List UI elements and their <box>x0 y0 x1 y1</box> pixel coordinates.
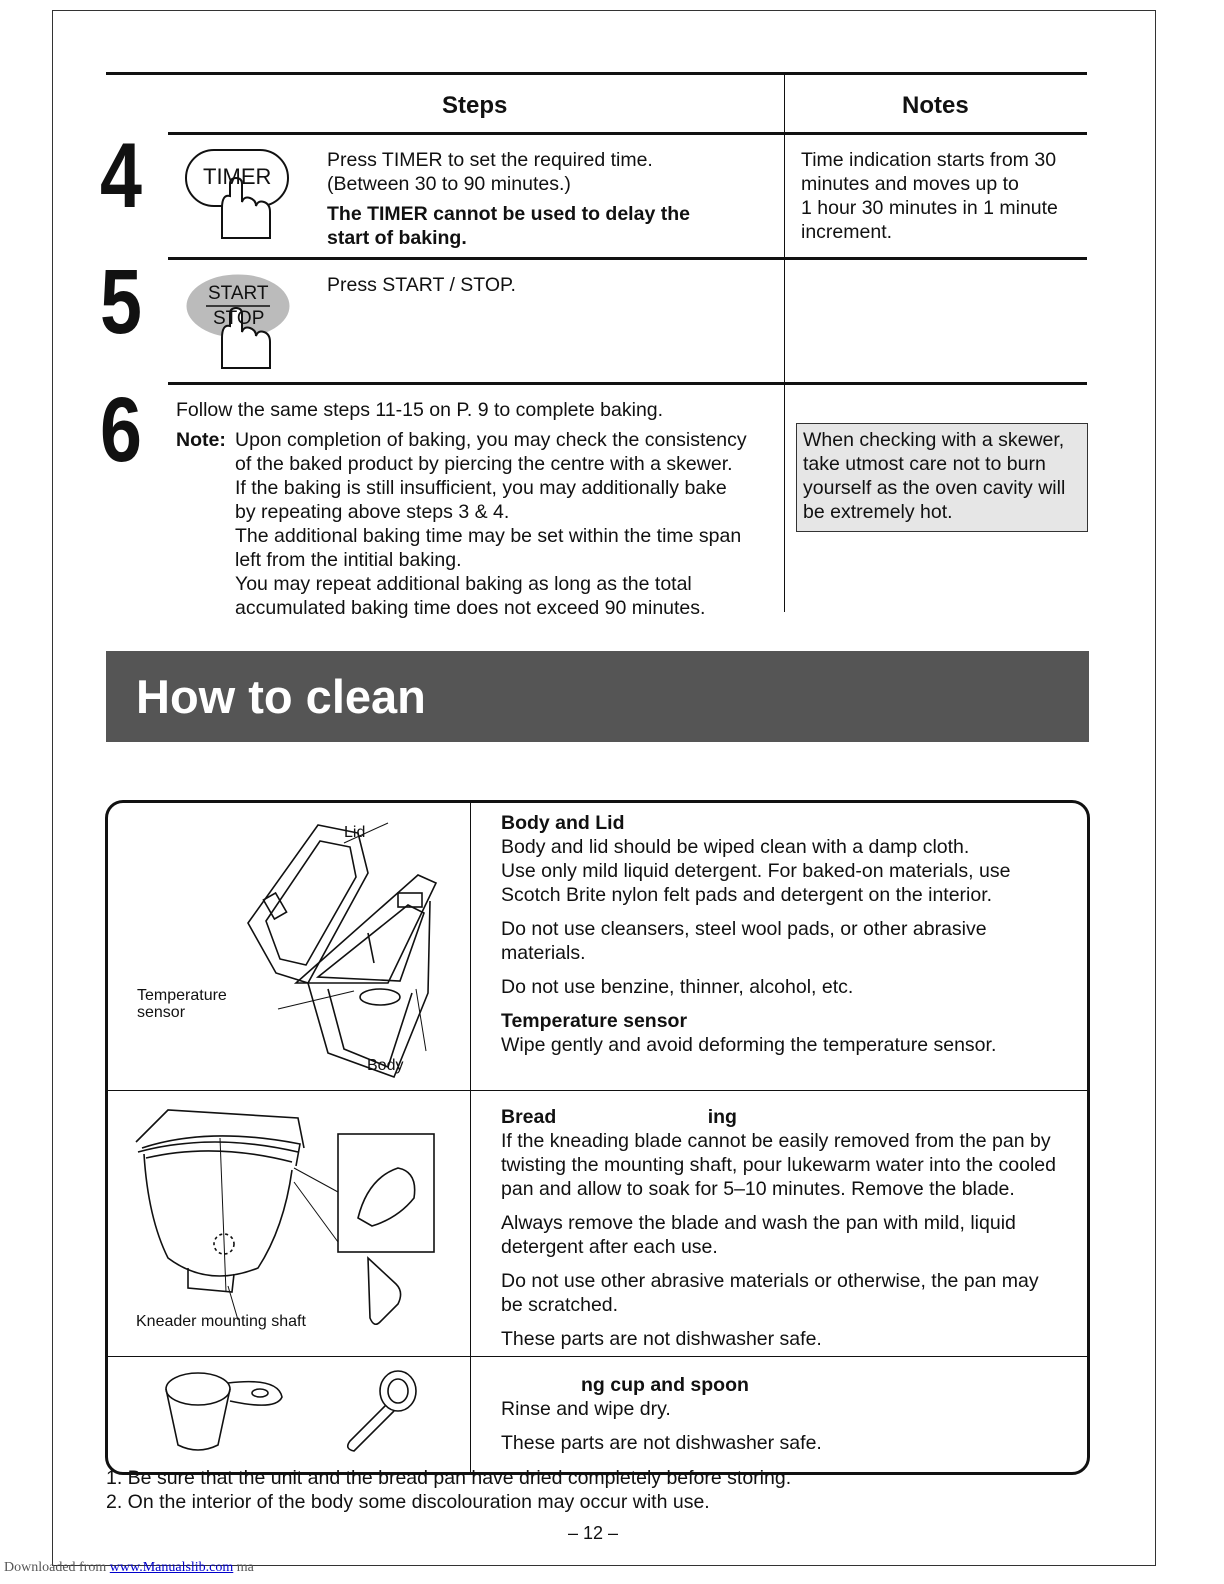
banner-title: How to clean <box>136 670 426 723</box>
timer-button-label: TIMER <box>203 164 272 189</box>
warning-line: be extremely hot. <box>803 501 953 523</box>
bread-pan-illustration <box>128 1108 448 1338</box>
warning-line: When checking with a skewer, <box>803 429 1065 451</box>
skewer-warning-box <box>796 423 1088 532</box>
measuring-cup-section <box>501 1373 822 1455</box>
note-line: You may repeat additional baking as long as the total <box>235 573 692 595</box>
row-2-rule <box>108 1356 1090 1357</box>
step-4-note-3: 1 hour 30 minutes in 1 minute <box>801 197 1058 219</box>
note-line: left from the intitial baking. <box>235 549 462 571</box>
stop-label: STOP <box>213 308 265 329</box>
footnotes <box>106 1466 791 1514</box>
cleaning-table <box>105 800 1090 1475</box>
how-to-clean-banner <box>106 651 1089 742</box>
footnote-1: 1. Be sure that the unit and the bread pan have dried completely before storing. <box>106 1467 792 1489</box>
measuring-cup-text-line: Rinse and wipe dry. <box>501 1398 671 1420</box>
body-text-line: Body and lid should be wiped clean with a damp cloth. <box>501 836 970 858</box>
notes-header: Notes <box>902 92 969 119</box>
bread-pan-text-line: Always remove the blade and wash the pan with mild, liquid <box>501 1212 1016 1234</box>
bread-pan-text-line: These parts are not dishwasher safe. <box>501 1328 822 1350</box>
note-line: by repeating above steps 3 & 4. <box>235 501 510 523</box>
table-top-rule <box>106 72 1087 75</box>
label-sensor: sensor <box>137 1004 186 1021</box>
bread-pan-heading <box>501 1105 1056 1129</box>
warning-line: yourself as the oven cavity will <box>803 477 1066 499</box>
bread-maker-illustration <box>168 813 458 1083</box>
body-text-line: Scotch Brite nylon felt pads and detergent on the interior. <box>501 884 993 906</box>
step-4-note-2: minutes and moves up to <box>801 173 1019 195</box>
bread-pan-text-line: twisting the mounting shaft, pour lukewarm water into the cooled <box>501 1154 1056 1176</box>
manualslib-link[interactable]: www.Manualslib.com <box>109 1560 234 1575</box>
step-4-line-1: Press TIMER to set the required time. <box>327 149 653 171</box>
note-line: of the baked product by piercing the centre with a skewer. <box>235 453 733 475</box>
steps-header: Steps <box>442 92 508 119</box>
note-line: If the baking is still insufficient, you may additionally bake <box>235 477 727 499</box>
table-column-divider <box>784 74 785 612</box>
measuring-cup-spoon-illustration <box>158 1365 438 1465</box>
step-4-note-4: increment. <box>801 221 893 243</box>
note-line: Upon completion of baking, you may check the consistency <box>235 429 747 451</box>
download-footer <box>4 1560 254 1576</box>
body-text-line: Do not use cleansers, steel wool pads, or other abrasive <box>501 918 987 940</box>
step-6-note-text <box>235 428 747 620</box>
header-rule <box>168 132 1087 135</box>
step-4-bold-2: start of baking. <box>327 227 467 249</box>
note-line: The additional baking time may be set within the time span <box>235 525 742 547</box>
bread-pan-text-line: If the kneading blade cannot be easily removed from the pan by <box>501 1130 1051 1152</box>
bread-pan-heading-part-2: ing <box>707 1106 737 1128</box>
step-4-bold-1: The TIMER cannot be used to delay the <box>327 203 690 225</box>
measuring-cup-heading: ng cup and spoon <box>581 1374 749 1396</box>
warning-line: take utmost care not to burn <box>803 453 1046 475</box>
step-4-number: 4 <box>100 125 142 227</box>
step-4-notes <box>801 148 1058 244</box>
step-6-note-label: Note: <box>176 429 226 451</box>
timer-button-illustration <box>182 146 294 242</box>
measuring-cup-text-line: These parts are not dishwasher safe. <box>501 1432 822 1454</box>
timer-button-icon <box>182 146 294 242</box>
page-number: – 12 – <box>568 1523 619 1543</box>
label-body: Body <box>367 1057 404 1074</box>
step-4-rule <box>168 257 1087 260</box>
footer-suffix: ma <box>233 1560 254 1575</box>
start-label: START <box>208 283 269 304</box>
step-4-line-2: (Between 30 to 90 minutes.) <box>327 173 571 195</box>
step-6-line-1: Follow the same steps 11-15 on P. 9 to complete baking. <box>176 399 664 421</box>
body-text-line: Do not use benzine, thinner, alcohol, etc. <box>501 976 854 998</box>
body-and-lid-heading: Body and Lid <box>501 812 625 834</box>
row-1-rule <box>108 1090 1090 1091</box>
bread-pan-section <box>501 1105 1056 1351</box>
body-text-line: Wipe gently and avoid deforming the temperature sensor. <box>501 1034 997 1056</box>
label-kneader-mounting-shaft: Kneader mounting shaft <box>136 1313 306 1330</box>
footnote-2: 2. On the interior of the body some discolouration may occur with use. <box>106 1491 710 1513</box>
step-4-text <box>327 148 690 250</box>
bread-pan-text-line: Do not use other abrasive materials or otherwise, the pan may <box>501 1270 1039 1292</box>
step-5-number: 5 <box>100 251 142 353</box>
footer-prefix: Downloaded from <box>4 1560 110 1575</box>
start-stop-button-illustration <box>182 272 294 372</box>
body-and-lid-section <box>501 811 1010 1057</box>
step-5-text: Press START / STOP. <box>327 274 516 296</box>
bread-pan-heading-part-1: Bread <box>501 1106 557 1128</box>
step-4-note-1: Time indication starts from 30 <box>801 149 1057 171</box>
bread-pan-text-line: detergent after each use. <box>501 1236 718 1258</box>
body-text-line: Use only mild liquid detergent. For baked-on materials, use <box>501 860 1011 882</box>
bread-pan-text-line: be scratched. <box>501 1294 619 1316</box>
cleaning-column-divider <box>470 803 471 1475</box>
temperature-sensor-heading: Temperature sensor <box>501 1010 688 1032</box>
label-lid: Lid <box>344 824 366 841</box>
bread-pan-text-line: pan and allow to soak for 5–10 minutes. Remove the blade. <box>501 1178 1015 1200</box>
label-temperature: Temperature <box>137 987 227 1004</box>
step-6-number: 6 <box>100 379 142 481</box>
step-5-rule <box>168 382 1087 385</box>
note-line: accumulated baking time does not exceed 90 minutes. <box>235 597 706 619</box>
body-text-line: materials. <box>501 942 586 964</box>
